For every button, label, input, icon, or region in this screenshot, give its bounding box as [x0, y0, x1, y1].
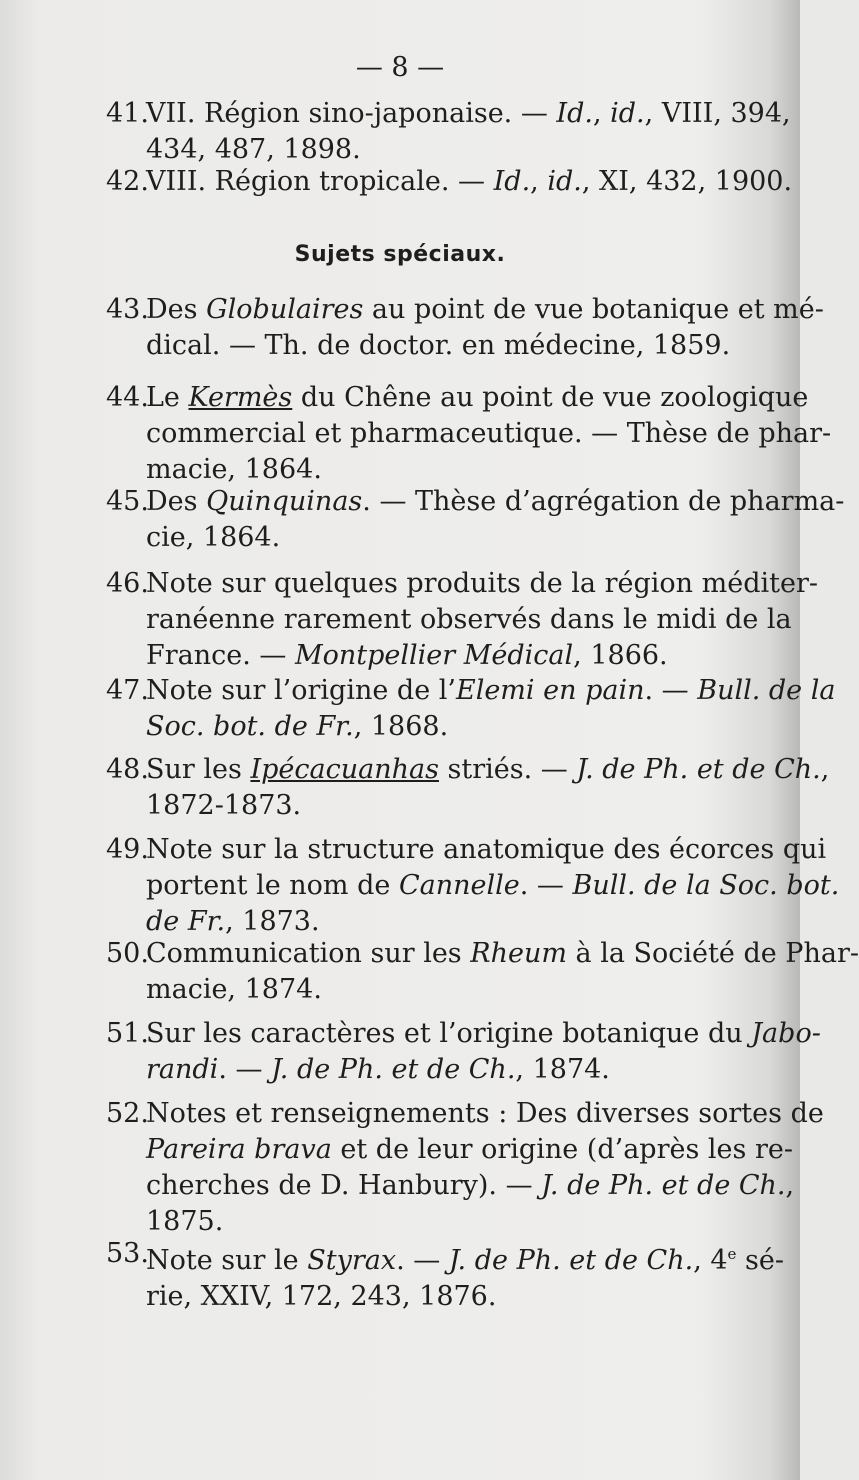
entry-number: 49.	[106, 834, 149, 865]
entry-text	[146, 96, 791, 168]
entry-number: 45.	[106, 486, 149, 517]
entry-line: Pareira brava et de leur origine (d’après les re-	[146, 1134, 793, 1165]
entry-line: portent le nom de Cannelle. — Bull. de la Soc. bot.	[146, 870, 840, 901]
bibliography-entry	[106, 1016, 821, 1088]
bibliography-entry	[106, 936, 859, 1008]
bibliography-entry	[106, 484, 845, 556]
entry-text	[146, 292, 824, 364]
entry-number: 50.	[106, 938, 149, 969]
entry-line: macie, 1874.	[146, 974, 322, 1005]
entry-line: cie, 1864.	[146, 522, 281, 553]
bibliography-entry	[106, 832, 840, 940]
entry-text	[146, 164, 793, 200]
entry-number: 53.	[106, 1238, 149, 1269]
entry-line: France. — Montpellier Médical, 1866.	[146, 640, 668, 671]
bibliography-entry	[106, 96, 791, 168]
entry-line: Soc. bot. de Fr., 1868.	[146, 711, 449, 742]
entry-line: de Fr., 1873.	[146, 906, 320, 937]
section-heading: Sujets spéciaux.	[294, 242, 506, 267]
entry-line: Sur les caractères et l’origine botanique du Jabo-	[146, 1018, 821, 1049]
bibliography-entry	[106, 1236, 784, 1315]
entry-number: 46.	[106, 568, 149, 599]
entry-line: 434, 487, 1898.	[146, 134, 361, 165]
entry-line: Notes et renseignements : Des diverses sortes de	[146, 1098, 824, 1129]
entry-text	[146, 566, 818, 674]
entry-line: rie, XXIV, 172, 243, 1876.	[146, 1281, 497, 1312]
page-number: — 8 —	[355, 52, 445, 83]
entry-text	[146, 752, 830, 824]
entry-line: ranéenne rarement observés dans le midi de la	[146, 604, 792, 635]
entry-line: dical. — Th. de doctor. en médecine, 1859.	[146, 330, 731, 361]
entry-number: 43.	[106, 294, 149, 325]
entry-line: cherches de D. Hanbury). — J. de Ph. et de Ch.,	[146, 1170, 795, 1201]
entry-line: Des Globulaires au point de vue botanique et mé-	[146, 294, 824, 325]
bibliography-entry	[106, 1096, 824, 1240]
entry-text	[146, 832, 840, 940]
entry-line: Le Kermès du Chêne au point de vue zoologique	[146, 382, 809, 413]
entry-text	[146, 1096, 824, 1240]
entry-line: commercial et pharmaceutique. — Thèse de phar-	[146, 418, 832, 449]
entry-line: Note sur quelques produits de la région méditer-	[146, 568, 818, 599]
entry-line: Note sur la structure anatomique des écorces qui	[146, 834, 827, 865]
entry-line: 1872-1873.	[146, 790, 302, 821]
entry-line: 1875.	[146, 1206, 224, 1237]
bibliography-entry	[106, 164, 793, 200]
entry-line: macie, 1864.	[146, 454, 322, 485]
bibliography-entry	[106, 292, 824, 364]
entry-number: 47.	[106, 675, 149, 706]
bibliography-entry	[106, 752, 830, 824]
entry-text	[146, 484, 845, 556]
entry-line: Note sur l’origine de l’Elemi en pain. — Bull. de la	[146, 675, 836, 706]
entry-text	[146, 380, 832, 488]
entry-line: Note sur le Styrax. — J. de Ph. et de Ch., 4e sé-	[146, 1245, 784, 1276]
entry-number: 42.	[106, 166, 149, 197]
bibliography-entry	[106, 566, 818, 674]
entry-line: Des Quinquinas. — Thèse d’agrégation de pharma-	[146, 486, 845, 517]
entry-number: 52.	[106, 1098, 149, 1129]
entry-text	[146, 1016, 821, 1088]
entry-line: Communication sur les Rheum à la Société de Phar-	[146, 938, 859, 969]
entry-line: Sur les Ipécacuanhas striés. — J. de Ph. et de Ch.,	[146, 754, 830, 785]
entry-text	[146, 673, 836, 745]
entry-line: VII. Région sino-japonaise. — Id., id., VIII, 394,	[146, 98, 791, 129]
entry-line: VIII. Région tropicale. — Id., id., XI, 432, 1900.	[146, 166, 793, 197]
entry-text	[146, 936, 859, 1008]
bibliography-entry	[106, 673, 836, 745]
entry-line: randi. — J. de Ph. et de Ch., 1874.	[146, 1054, 610, 1085]
entry-number: 44.	[106, 382, 149, 413]
bibliography-entry	[106, 380, 832, 488]
entry-text	[146, 1236, 784, 1315]
entry-number: 51.	[106, 1018, 149, 1049]
entry-number: 48.	[106, 754, 149, 785]
entry-number: 41.	[106, 98, 149, 129]
